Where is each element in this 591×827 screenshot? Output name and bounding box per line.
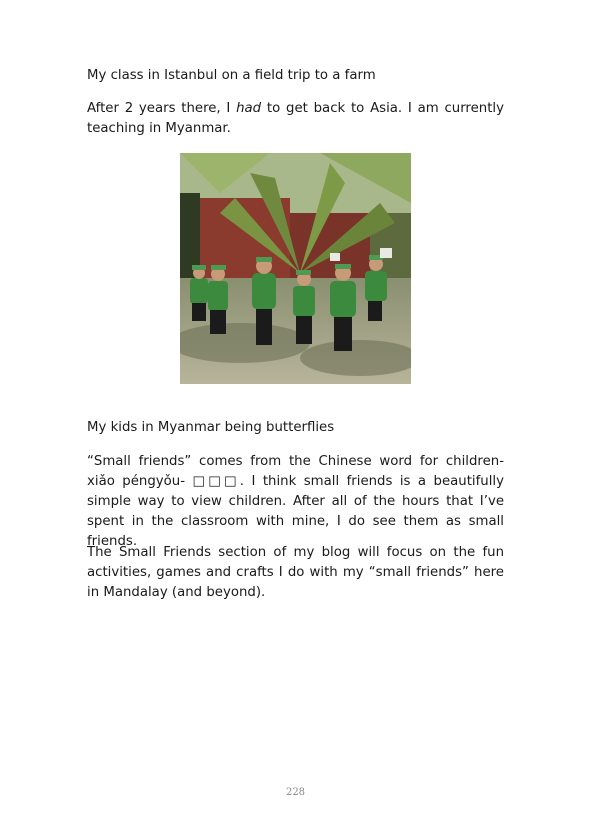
istanbul-caption: My class in Istanbul on a field trip to a farm (87, 68, 376, 83)
myanmar-caption: My kids in Myanmar being butterflies (87, 420, 335, 435)
asia-text-after: to get back to Asia. I am currently teaching in Myanmar. (87, 101, 504, 136)
asia-text-before: After 2 years there, I (87, 101, 237, 116)
page-number: 228 (285, 787, 306, 798)
asia-paragraph (87, 99, 504, 139)
small-friends-paragraph: “Small friends” comes from the Chinese word for children- xiǎo péngyǒu- □□□. I think small friends is a beautifully simple way to view children. After all of the hours that I’ve spent in the classroom with mine, I do see them as small friends. (87, 454, 504, 549)
asia-emphasis-text: had (236, 101, 262, 116)
butterfly-kids-photo (180, 153, 411, 384)
blog-section-paragraph: The Small Friends section of my blog will focus on the fun activities, games and crafts I do with my “small friends” here in Mandalay (and beyond). (87, 545, 504, 600)
